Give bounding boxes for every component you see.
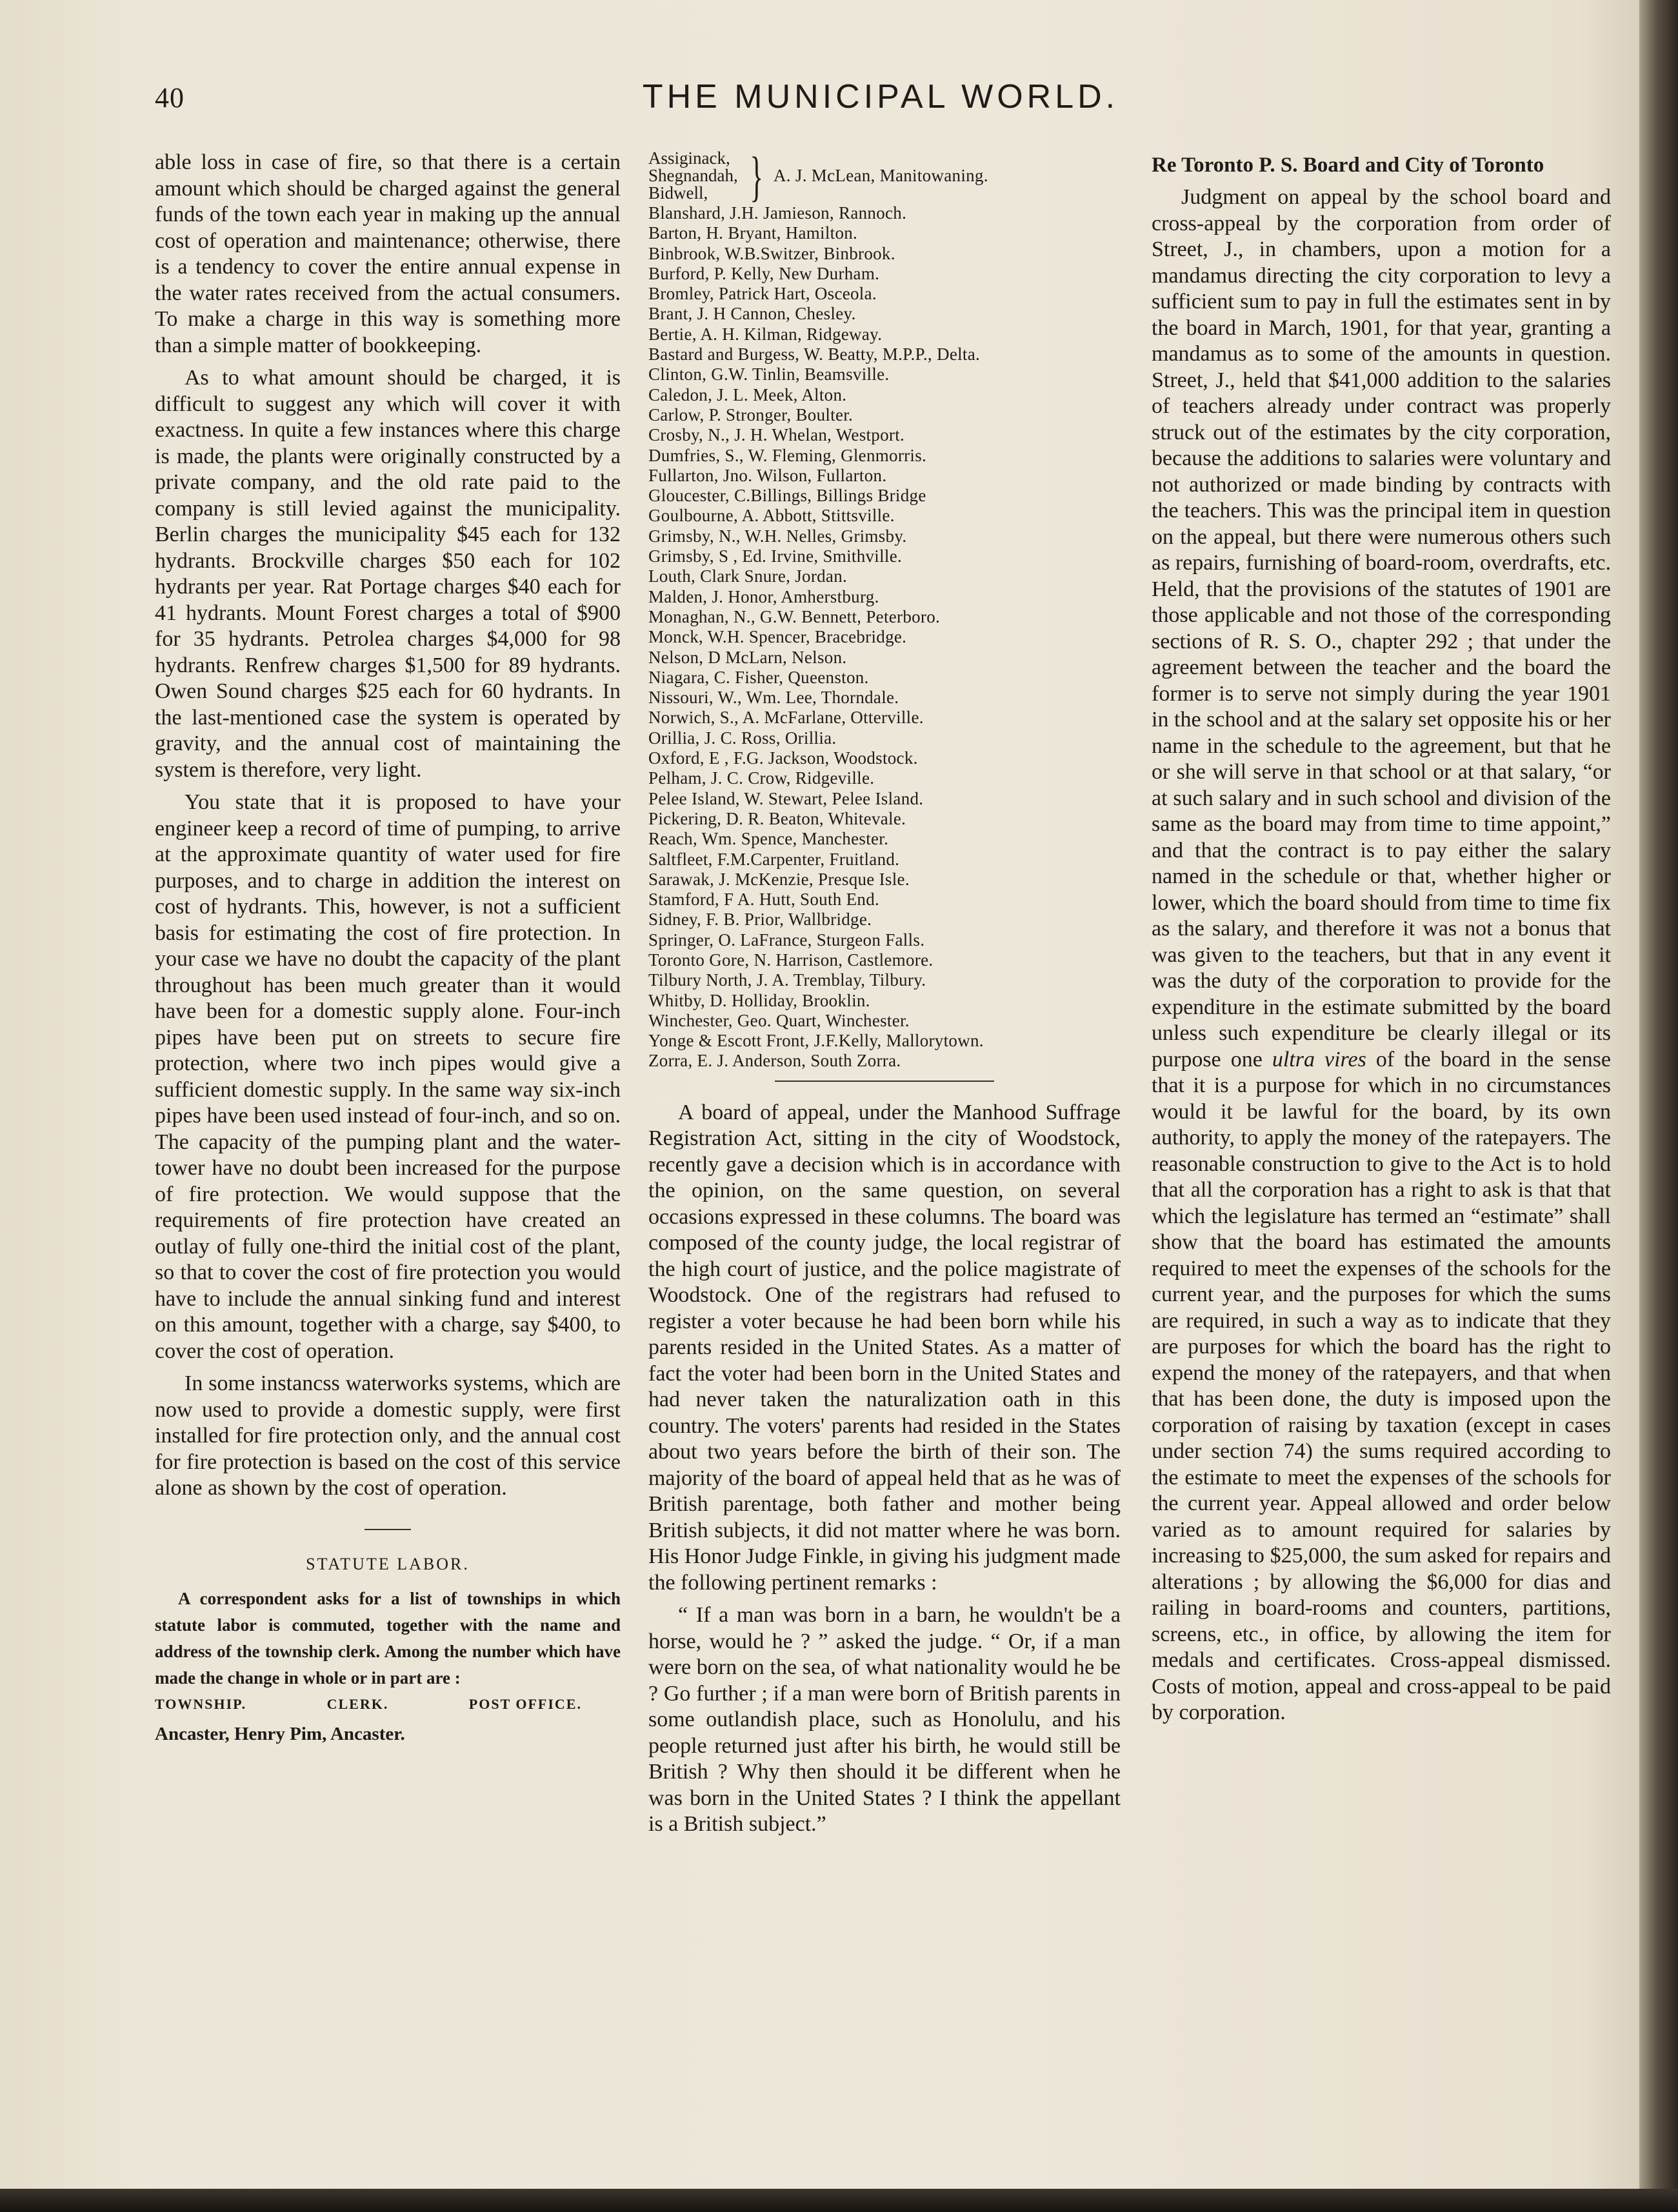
township-entry: Monck, W.H. Spencer, Bracebridge.: [648, 627, 907, 647]
township-entry: Whitby, D. Holliday, Brooklin.: [648, 990, 870, 1010]
brace-clerk-and-office: A. J. McLean, Manitowaning.: [774, 166, 988, 185]
running-title: THE MUNICIPAL WORLD.: [642, 78, 1119, 115]
paragraph: [1152, 184, 1611, 1726]
township-entry: Gloucester, C.Billings, Billings Bridge: [648, 486, 926, 506]
article-title: Re Toronto P. S. Board and City of Toronto: [1152, 154, 1544, 177]
township-entry: Saltfleet, F.M.Carpenter, Fruitland.: [648, 849, 900, 869]
township-entry: Clinton, G.W. Tinlin, Beamsville.: [648, 364, 890, 384]
header-clerk: CLERK.: [326, 1695, 389, 1712]
header-post-office: POST OFFICE.: [468, 1695, 582, 1712]
middle-column: [648, 144, 1121, 1844]
township-entry: Stamford, F A. Hutt, South End.: [648, 890, 880, 910]
township-entry: Goulbourne, A. Abbott, Stittsville.: [648, 506, 895, 526]
book-spine-shadow: [1639, 0, 1678, 2212]
township-entry: Winchester, Geo. Quart, Winchester.: [648, 1010, 910, 1030]
township-entry: Blanshard, J.H. Jamieson, Rannoch.: [648, 203, 907, 223]
township-name: Bidwell,: [648, 183, 708, 203]
township-entry: Ancaster, Henry Pim, Ancaster.: [155, 1723, 405, 1744]
township-name: Shegnandah,: [648, 166, 738, 185]
township-table-headers: [155, 1691, 621, 1717]
township-entry: Pelham, J. C. Crow, Ridgeville.: [648, 768, 875, 788]
township-entry: Norwich, S., A. McFarlane, Otterville.: [648, 708, 924, 728]
township-entry: Fullarton, Jno. Wilson, Fullarton.: [648, 465, 887, 485]
brace-glyph: }: [750, 144, 763, 207]
township-entry: Reach, Wm. Spence, Manchester.: [648, 829, 889, 849]
township-entry: Nissouri, W., Wm. Lee, Thorndale.: [648, 688, 899, 708]
township-name: Assiginack,: [648, 148, 730, 168]
township-list: [648, 203, 1121, 1071]
township-entry: Zorra, E. J. Anderson, South Zorra.: [648, 1051, 901, 1071]
left-column: [155, 150, 621, 1748]
section-divider: [775, 1081, 994, 1082]
paragraph-quote: “ If a man was born in a barn, he wouldn't be a horse, would he ? ” asked the judge. “ Or, if a man were born on the sea, of what nationality would he be ? Go further ; if a man were born of British parents in some outlandish place, such as Honolulu, and his people returned just after his birth, he would still be British ? Why then should it be different when he was born in the United States ? I think the appellant is a British subject.”: [648, 1603, 1121, 1837]
page-bottom-edge: [0, 2189, 1678, 2212]
township-entry: Brant, J. H Cannon, Chesley.: [648, 304, 856, 324]
page-number: 40: [155, 82, 185, 114]
paragraph: able loss in case of fire, so that there is a certain amount which should be charged against the general funds of the town each year in making up the annual cost of operation and maintenance; otherwise, there is a tendency to cover the entire annual expense in the water rates received from the actual consumers. To make a charge in this way is something more than a simple matter of bookkeeping.: [155, 150, 621, 357]
township-entry: Carlow, P. Stronger, Boulter.: [648, 404, 854, 424]
right-column: [1152, 150, 1611, 1733]
text-before-italic: Judgment on appeal by the school board and cross-appeal by the corporation from order of Street, J., in chambers, upon a motion for a mandamus directing the city corporation to levy a sufficient sum to pay in full the estimates sent in by the board in March, 1901, for that year, granting a mandamus as to some of the amounts in question. Street, J., held that $41,000 addition to the salaries of teachers already under contract was properly struck out of the estimates by the city corporation, because the additions to salaries were voluntary and not authorized or made binding by contracts with the teachers. This was the principal item in question on the appeal, but there were numerous others such as repairs, furnishing of board-room, overdrafts, etc. Held, that the provisions of the statutes of 1901 are those applicable and not those of the corresponding sections of R. S. O., chapter 292 ; that under the agreement between the teacher and the board the former is to serve not simply during the year 1901 in the school and at the salary set opposite his or her name in the schedule to the agreement, but that he or she will serve in that school or at that salary, “or at such salary and in such school and division of the same as the board may from time to time appoint,” and that the contract is to pay either the salary named in the schedule or that, whether higher or lower, which the board should from time to time fix as the salary, and therefore it was not a bonus that was given to the teachers, but that in any event it was the duty of the corporation to provide for the expenditure in the estimate submitted by the board unless such expenditure be clearly illegal or its purpose one: [1152, 185, 1611, 1071]
township-entry: Yonge & Escott Front, J.F.Kelly, Mallorytown.: [648, 1031, 984, 1051]
township-entry: Barton, H. Bryant, Hamilton.: [648, 223, 858, 243]
township-entry: Grimsby, N., W.H. Nelles, Grimsby.: [648, 526, 907, 546]
township-entry: Nelson, D McLarn, Nelson.: [648, 647, 847, 667]
township-entry: Sidney, F. B. Prior, Wallbridge.: [648, 910, 872, 930]
township-entry: Pelee Island, W. Stewart, Pelee Island.: [648, 788, 924, 808]
township-entry: Sarawak, J. McKenzie, Presque Isle.: [648, 869, 910, 889]
township-entry: Binbrook, W.B.Switzer, Binbrook.: [648, 243, 895, 263]
township-entry: Orillia, J. C. Ross, Orillia.: [648, 728, 837, 748]
text-after-italic: of the board in the sense that it is a purpose for which in no circumstances would it be lawful for the board, by its own authority, to apply the money of the ratepayers. The reasonable construction to give to the Act is to hold that all the corporation has a right to ask is that that which the legislature has termed an “estimate” shall show that the board has estimated the amounts required to meet the expenses of the schools for the current year, and the purposes for which the sums are required, in such a way as to indicate that they are purposes for which the board has the right to expend the money of the ratepayers, and that when that has been done, the duty is imposed upon the corporation of raising by taxation (except in cases under section 74) the sums required according to the estimate to meet the expenses of the schools for the current year. Appeal allowed and order below varied as to amount required for salaries by increasing to $25,000, the sum asked for repairs and alterations ; by allowing the $6,000 for dias and railing in board-rooms and counters, partitions, screens, etc., in office, by allowing the item for medals and certificates. Cross-appeal dismissed. Costs of motion, appeal and cross-appeal to be paid by corporation.: [1152, 1047, 1611, 1724]
paragraph: You state that it is proposed to have your engineer keep a record of time of pumping, to arrive at the approximate quantity of water used for fire purposes, and to charge in addition the interest on cost of hydrants. This, however, is not a sufficient basis for estimating the cost of fire protection. In your case we have no doubt the capacity of the plant throughout has been much greater than it would have been for a domestic supply alone. Four-inch pipes have been put on streets to secure fire protection, where two inch pipes would give a sufficient domestic supply. In the same way six-inch pipes have been used instead of four-inch, and so on. The capacity of the pumping plant and the water-tower have no doubt been increased for the purpose of fire protection. We would suppose that the requirements of fire protection have created an outlay of fully one-third the initial cost of the plant, so that to cover the cost of fire protection you would have to include the annual sinking fund and interest on this amount, together with a charge, say $400, to cover the cost of operation.: [155, 790, 621, 1363]
township-entry: Monaghan, N., G.W. Bennett, Peterboro.: [648, 606, 941, 626]
township-entry: Malden, J. Honor, Amherstburg.: [648, 586, 879, 606]
township-entry: Caledon, J. L. Meek, Alton.: [648, 384, 847, 404]
township-entry: Springer, O. LaFrance, Sturgeon Falls.: [648, 930, 925, 950]
township-entry: Grimsby, S , Ed. Irvine, Smithville.: [648, 546, 903, 566]
township-entry: Crosby, N., J. H. Whelan, Westport.: [648, 425, 905, 445]
township-entry: Burford, P. Kelly, New Durham.: [648, 263, 880, 283]
statute-intro: A correspondent asks for a list of townships in which statute labor is commuted, together with the name and address of the township clerk. Among the number which have made the change in whole or in part are :: [155, 1588, 621, 1688]
italic-phrase: ultra vires: [1272, 1047, 1366, 1071]
township-entry: Dumfries, S., W. Fleming, Glenmorris.: [648, 445, 927, 465]
township-entry: Pickering, D. R. Beaton, Whitevale.: [648, 808, 906, 828]
township-entry: Louth, Clark Snure, Jordan.: [648, 566, 848, 586]
township-entry: Niagara, C. Fisher, Queenston.: [648, 667, 869, 687]
paragraph: A board of appeal, under the Manhood Suffrage Registration Act, sitting in the city of Woodstock, recently gave a decision which is in accordance with the opinion, on the same question, on several occasions expressed in these columns. The board was composed of the county judge, the local registrar of the high court of justice, and the police magistrate of Woodstock. One of the registrars had refused to register a voter because he had been born while his parents resided in the United States. As a matter of fact the voter had been born in the United States and had never taken the naturalization oath in this country. The voters' parents had resided in the States about two years before the birth of their son. The majority of the board of appeal held that as he was of British parentage, both father and mother being British subjects, it did not matter where he was born. His Honor Judge Finkle, in giving his judgment made the following pertinent remarks :: [648, 1100, 1121, 1595]
paragraph: In some instancss waterworks systems, which are now used to provide a domestic supply, were first installed for fire protection only, and the annual cost for fire protection is based on the cost of this service alone as shown by the cost of operation.: [155, 1371, 621, 1500]
header-township: TOWNSHIP.: [155, 1695, 247, 1712]
township-entry: Bertie, A. H. Kilman, Ridgeway.: [648, 324, 883, 344]
township-brace-group: [648, 144, 1121, 207]
township-entry: Bastard and Burgess, W. Beatty, M.P.P., Delta.: [648, 344, 981, 364]
page-header: [155, 77, 1606, 129]
paragraph: As to what amount should be charged, it is difficult to suggest any which will cover it with exactness. In quite a few instances where this charge is made, the plants were originally constructed by a private company, and the old rate paid to the company is still levied against the municipality. Berlin charges the municipality $45 each for 132 hydrants. Brockville charges $50 each for 102 hydrants per year. Rat Portage charges $40 each for 41 hydrants. Mount Forest charges a total of $900 for 35 hydrants. Petrolea charges $4,000 for 98 hydrants. Renfrew charges $1,500 for 89 hydrants. Owen Sound charges $25 each for 60 hydrants. In the last-mentioned case the system is operated by gravity, and the annual cost of maintaining the system is therefore, very light.: [155, 366, 621, 782]
section-divider: [365, 1529, 411, 1530]
section-heading-statute-labor: STATUTE LABOR.: [306, 1554, 470, 1573]
township-entry: Toronto Gore, N. Harrison, Castlemore.: [648, 950, 934, 970]
township-entry: Bromley, Patrick Hart, Osceola.: [648, 284, 877, 304]
brace-township-names: [648, 150, 738, 202]
township-entry: Tilbury North, J. A. Tremblay, Tilbury.: [648, 970, 926, 990]
township-entry: Oxford, E , F.G. Jackson, Woodstock.: [648, 748, 918, 768]
